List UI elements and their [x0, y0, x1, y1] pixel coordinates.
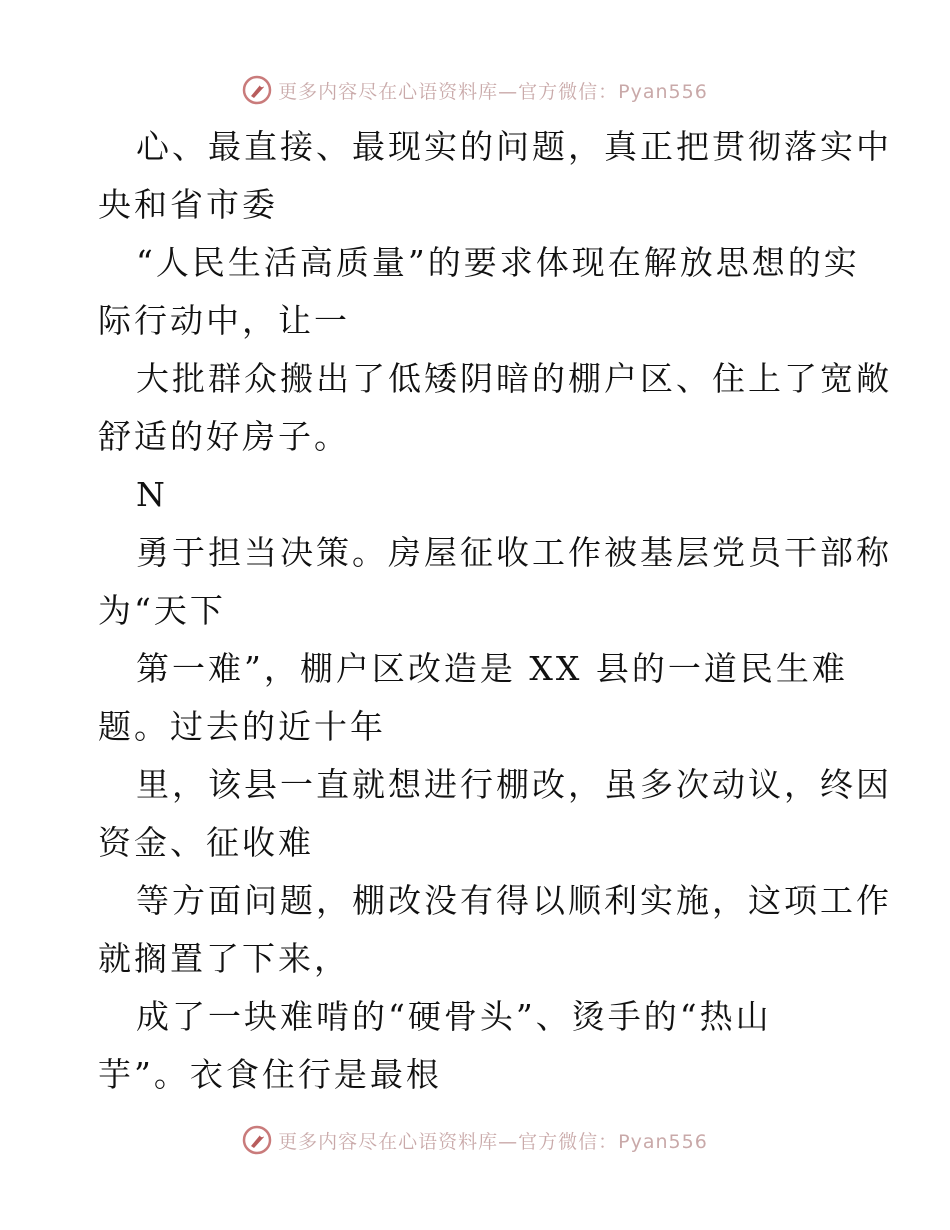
body-line: 为“天下 [98, 591, 226, 630]
body-line: 央和省市委 [98, 185, 278, 224]
pen-seal-logo-icon [242, 1125, 272, 1155]
body-line: 心、最直接、最现实的问题，真正把贯彻落实中 [136, 127, 892, 166]
body-line: 题。过去的近十年 [98, 707, 386, 746]
body-line: 舒适的好房子。 [98, 417, 350, 456]
body-line: 勇于担当决策。房屋征收工作被基层党员干部称 [136, 533, 892, 572]
body-line: “人民生活高质量”的要求体现在解放思想的实 [136, 243, 860, 282]
page-footer-watermark [0, 1120, 950, 1160]
page-header-watermark [0, 70, 950, 110]
pen-seal-logo-icon [242, 75, 272, 105]
body-line: 大批群众搬出了低矮阴暗的棚户区、住上了宽敞 [136, 359, 892, 398]
body-line: N [136, 475, 168, 514]
body-line: 资金、征收难 [98, 823, 314, 862]
body-line: 等方面问题，棚改没有得以顺利实施，这项工作 [136, 881, 892, 920]
body-line: 就搁置了下来， [98, 939, 350, 978]
header-watermark-text: 更多内容尽在心语资料库—官方微信：Pyan556 [278, 80, 708, 103]
document-body [98, 118, 892, 1104]
body-line: 芋”。衣食住行是最根 [98, 1055, 442, 1094]
footer-watermark-text: 更多内容尽在心语资料库—官方微信：Pyan556 [278, 1130, 708, 1153]
body-line: 成了一块难啃的“硬骨头”、烫手的“热山 [136, 997, 772, 1036]
body-line: 里，该县一直就想进行棚改，虽多次动议，终因 [136, 765, 892, 804]
body-line: 际行动中，让一 [98, 301, 350, 340]
body-line: 第一难”，棚户区改造是 XX 县的一道民生难 [136, 649, 848, 688]
